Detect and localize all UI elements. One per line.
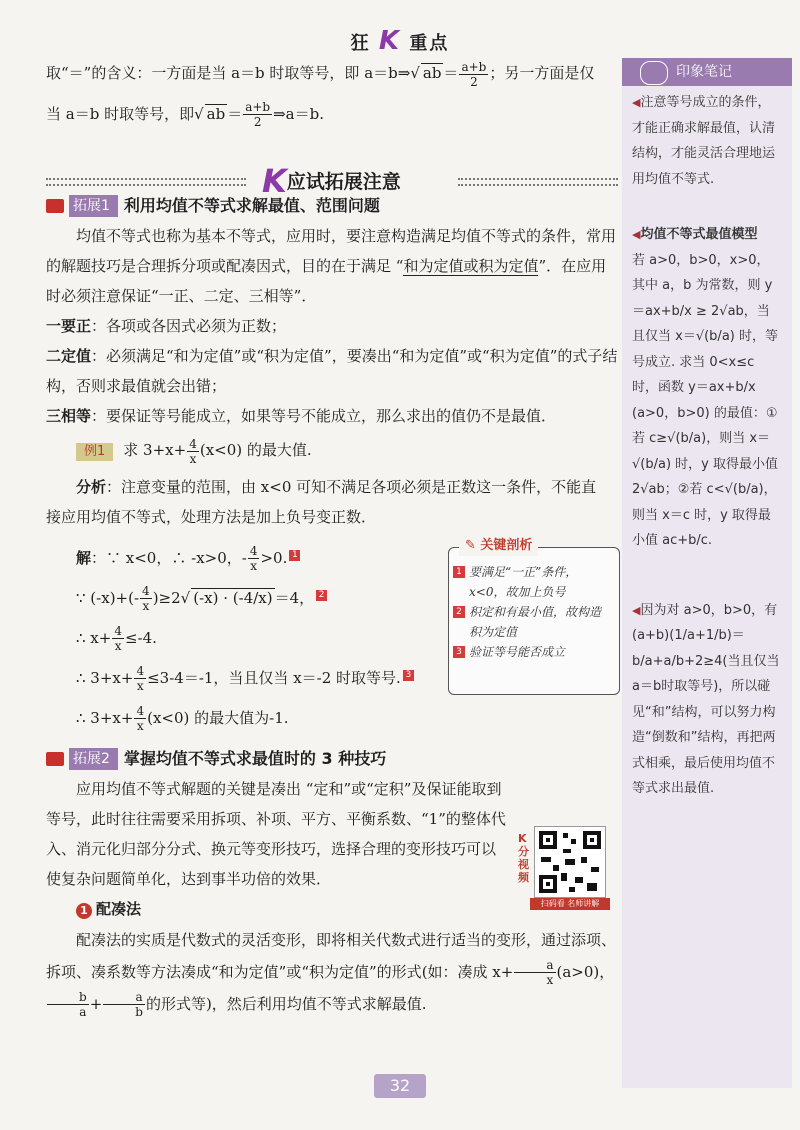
ext2-p1 [46, 774, 508, 894]
intro-text: a＝b 时取等号，即 a＝b⇒ [231, 64, 411, 82]
sol-line-3 [76, 618, 471, 658]
qr-label: K分视频 [518, 832, 529, 884]
triangle-icon: ◀ [632, 603, 641, 617]
frac-4-x [248, 544, 260, 573]
analysis-label: 分析 [76, 477, 107, 496]
num: 4 [136, 704, 145, 718]
text: (a>0)， [556, 962, 615, 981]
den: x [189, 451, 197, 466]
book-icon [46, 752, 64, 766]
mark-2: 2 [316, 590, 327, 601]
note-1 [622, 86, 792, 192]
qr-code-icon[interactable] [534, 826, 606, 898]
num: 4 [249, 544, 258, 558]
sol-line-4 [76, 658, 471, 698]
rule-2 [46, 341, 618, 401]
key-num: 1 [453, 566, 465, 578]
rule-text: ：必须满足“和为定值”或“积为定值”，要凑出“和为定值”或“积为定值”的式子结构，否则求最值就会出错； [46, 347, 618, 395]
analysis [46, 472, 606, 532]
num: 4 [142, 584, 150, 598]
note-title: 均值不等式最值模型 [640, 227, 758, 242]
sub-number-icon: 1 [76, 903, 92, 919]
text: (x<0) 的最大值为-1. [147, 708, 289, 727]
key-analysis-box [448, 538, 620, 695]
qr-pattern [535, 827, 605, 897]
text: 应用均值不等式解题的关键是凑出 “定和”或“定积”及保证能取到等号，此时往往需要采用拆项、补项、平方、平衡系数、“1”的整体代入、消元化归部分分式、换元等变形技巧，选择合理的变形技巧可以使复杂问题简单化，达到事半功倍的效果． [46, 779, 506, 888]
sol-line-5 [76, 698, 471, 738]
den: x [114, 639, 122, 653]
key-text: 要满足“一正”条件，x<0，故加上负号 [469, 565, 578, 599]
num: a [103, 990, 145, 1005]
elephant-icon [640, 61, 668, 85]
banner-title-text: 应试拓展注意 [286, 171, 401, 193]
ext2-heading [46, 744, 618, 774]
frac-a-x [514, 958, 555, 987]
section-banner [46, 160, 618, 200]
intro-line-1: 取“＝”的含义：一方面是当 a＝b 时取等号，即 a＝b⇒√ ab ＝ $\frac{a+b}{2}$ ；另一方面是仅 [46, 59, 595, 89]
sol-line-1 [76, 538, 471, 578]
text: ∵ (-x)+ [76, 588, 129, 607]
text: 均值不等式也称为基本不等式，应用时，要注意构造满足均值不等式的条件，常用的解题技巧是合理拆分项或配凑因式，目的在于满足 “ [46, 227, 617, 275]
text: ∴ x+ [76, 628, 112, 647]
ext1-p1 [46, 221, 618, 311]
key-item-3 [449, 642, 611, 662]
key-item-2 [449, 602, 611, 642]
text: ：∵ x<0，∴ -x>0，- [91, 548, 247, 567]
note-text: 注意等号成立的条件，才能正确求解最值，认清结构，才能灵活合理地运用均值不等式. [632, 95, 776, 187]
den: x [136, 679, 144, 693]
sqrt-expr: (-x) · (-4/x) [193, 588, 273, 607]
text: ≥2 [158, 588, 181, 607]
num: a+b [245, 100, 271, 114]
rule-1 [46, 311, 618, 341]
sqrt-ab: ab [206, 104, 226, 123]
frac-4-x [112, 624, 124, 653]
den: x [546, 973, 554, 987]
frac-4-x [134, 704, 146, 733]
sqrt-ab: ab [422, 64, 442, 82]
text: (如：凑成 x+ [421, 962, 514, 981]
underline-text: 和为定值或积为定值 [403, 257, 539, 275]
sol-line-2: ∵ (-x)+(- $\frac{4}{x}$ )≥2√ (-x) · (-4/x) ＝4， 2 [76, 578, 471, 618]
sidebar-title: 印象笔记 [676, 64, 732, 80]
header-right: 重点 [409, 33, 450, 54]
book-icon [46, 199, 64, 213]
intro-text: ；另一方面是仅 [489, 64, 595, 82]
key-num: 3 [453, 646, 465, 658]
num: 4 [136, 664, 145, 678]
den: x [136, 719, 144, 733]
note-text: 因为对 a>0，b>0，有(a+b)(1/a+1/b)＝b/a+a/b+2≥4(当且仅当a＝b时取等号)，所以碰见“和”结构，可以努力构造“倒数和”结构，再把两式相乘，最后使用均值不等式求出最值. [632, 602, 780, 796]
note-3 [622, 594, 792, 802]
text: 求 3+x+ [123, 441, 187, 459]
den: 2 [253, 115, 262, 129]
frac-ab-2 [459, 60, 488, 89]
header-left: 狂 [350, 33, 371, 54]
den: 2 [470, 74, 478, 89]
banner-title [262, 162, 401, 200]
banner-k-logo: K [262, 162, 287, 200]
mark-1: 1 [289, 550, 300, 561]
text: (x<0) 的最大值. [199, 441, 312, 459]
frac-4-x [134, 664, 146, 693]
intro-line-2: 当 a＝b 时取等号，即√ ab ＝ $\frac{a+b}{2}$ ⇒a＝b. [46, 100, 324, 129]
header-k-logo: K [378, 26, 402, 56]
eq: ＝ [443, 64, 459, 82]
ext1-title: 利用均值不等式求解最值、范围问题 [123, 196, 380, 215]
page-number: 32 [374, 1074, 426, 1098]
mark-3: 3 [403, 670, 414, 681]
sidebar-notes [622, 58, 792, 1088]
banner-dots-right [458, 178, 618, 186]
text: ”．在应用时必须注意保证“一正、二定、三相等”． [46, 257, 607, 305]
num: b [47, 990, 89, 1005]
frac-4-x [187, 437, 199, 466]
rule-label: 二定值 [46, 347, 92, 365]
ext2-title: 掌握均值不等式求最值时的 3 种技巧 [123, 748, 387, 768]
key-text: 验证等号能否成立 [469, 645, 566, 659]
triangle-icon: ◀ [632, 228, 641, 241]
text: 的形式等)，然后利用均值不等式求解最值. [145, 994, 427, 1013]
ext2-p2: 配凑法的实质是代数式的灵活变形，即将相关代数式进行适当的变形，通过添项、拆项、凑系数等方法凑成“和为定值”或“积为定值”的形式(如：凑成 x+ $\frac{a}{x}$ (a>0)， $\frac{b}{a}$ + $\frac{a}{b}$ 的形式等)，然后利用均值不等式求解最值. [46, 930, 617, 1019]
text: ＝4， [274, 588, 315, 607]
frac-b-a [47, 990, 89, 1019]
intro-text: 当 a＝b 时取等号，即 [46, 104, 195, 123]
key-item-1 [449, 562, 611, 602]
den: x [250, 559, 258, 573]
banner-dots-left [46, 178, 246, 186]
eq: ＝ [227, 104, 243, 123]
sidebar-header [622, 58, 792, 86]
text: ∴ 3+x+ [76, 708, 134, 727]
intro-text: ⇒a＝b. [273, 104, 324, 123]
sub-title: 配凑法 [96, 899, 142, 918]
key-analysis-title: ✎ 关键剖析 [459, 536, 538, 556]
num: a+b [461, 59, 487, 74]
triangle-icon: ◀ [632, 96, 641, 109]
den: x [142, 599, 150, 613]
qr-caption: 扫码看 名师讲解 [530, 898, 610, 910]
num: 4 [114, 624, 122, 638]
intro-text: 取“＝”的含义：一方面是当 [46, 64, 232, 82]
rule-3 [46, 401, 618, 431]
num: a [514, 958, 555, 973]
page-header [0, 26, 800, 56]
note-text: 若 a>0，b>0，x>0，其中 a，b 为常数，则 y＝ax+b/x ≥ 2√ab，当且仅当 x＝√(b/a) 时，等号成立. 求当 0<x≤c 时，函数 y＝ax+b/x (a>0，b>0) 的最值：①若 c≥√(b/a)，则当 x＝√(b/a) 时，y 取得最小值 2√ab；②若 c<√(b/a)，则当 x＝c 时，y 取得最小值 ac+b/c. [632, 252, 778, 548]
analysis-text: ：注意变量的范围，由 x<0 可知不满足各项必须是正数这一条件，不能直接应用均值不等式，处理方法是加上负号变正数． [46, 477, 597, 526]
solution-label: 解 [76, 548, 92, 567]
rule-text: ：要保证等号能成立，如果等号不能成立，那么求出的值仍不是最值． [91, 407, 557, 425]
rule-text: ：各项或各因式必须为正数； [91, 317, 287, 335]
num: 4 [189, 436, 197, 451]
key-title-text: 关键剖析 [480, 538, 533, 553]
example-1 [46, 435, 618, 466]
ext1-tag: 拓展1 [69, 195, 118, 217]
frac-ab-2 [243, 100, 272, 129]
text: ≤3-4＝-1，当且仅当 x＝-2 时取等号. [147, 668, 401, 687]
frac-4-x [140, 584, 152, 613]
text: ∴ 3+x+ [76, 668, 134, 687]
note-2 [622, 218, 792, 554]
text: ≤-4. [124, 628, 157, 647]
solution [46, 538, 471, 738]
rule-label: 三相等 [46, 407, 92, 425]
key-text: 积定和有最小值，故构造积为定值 [469, 605, 602, 639]
text: 配凑法的实质是代数式的灵活变形，即将相关代数式进行适当的变形，通过添项、拆项、凑系数等方法凑成“和为定值”或“积为定值”的形式 [46, 930, 617, 981]
example-badge: 例1 [76, 443, 113, 461]
text: >0. [260, 548, 288, 567]
frac-a-b [103, 990, 145, 1019]
rule-label: 一要正 [46, 317, 92, 335]
den: a [79, 1005, 87, 1019]
den: b [135, 1005, 143, 1019]
ext2-tag: 拓展2 [69, 748, 118, 770]
key-num: 2 [453, 606, 465, 618]
